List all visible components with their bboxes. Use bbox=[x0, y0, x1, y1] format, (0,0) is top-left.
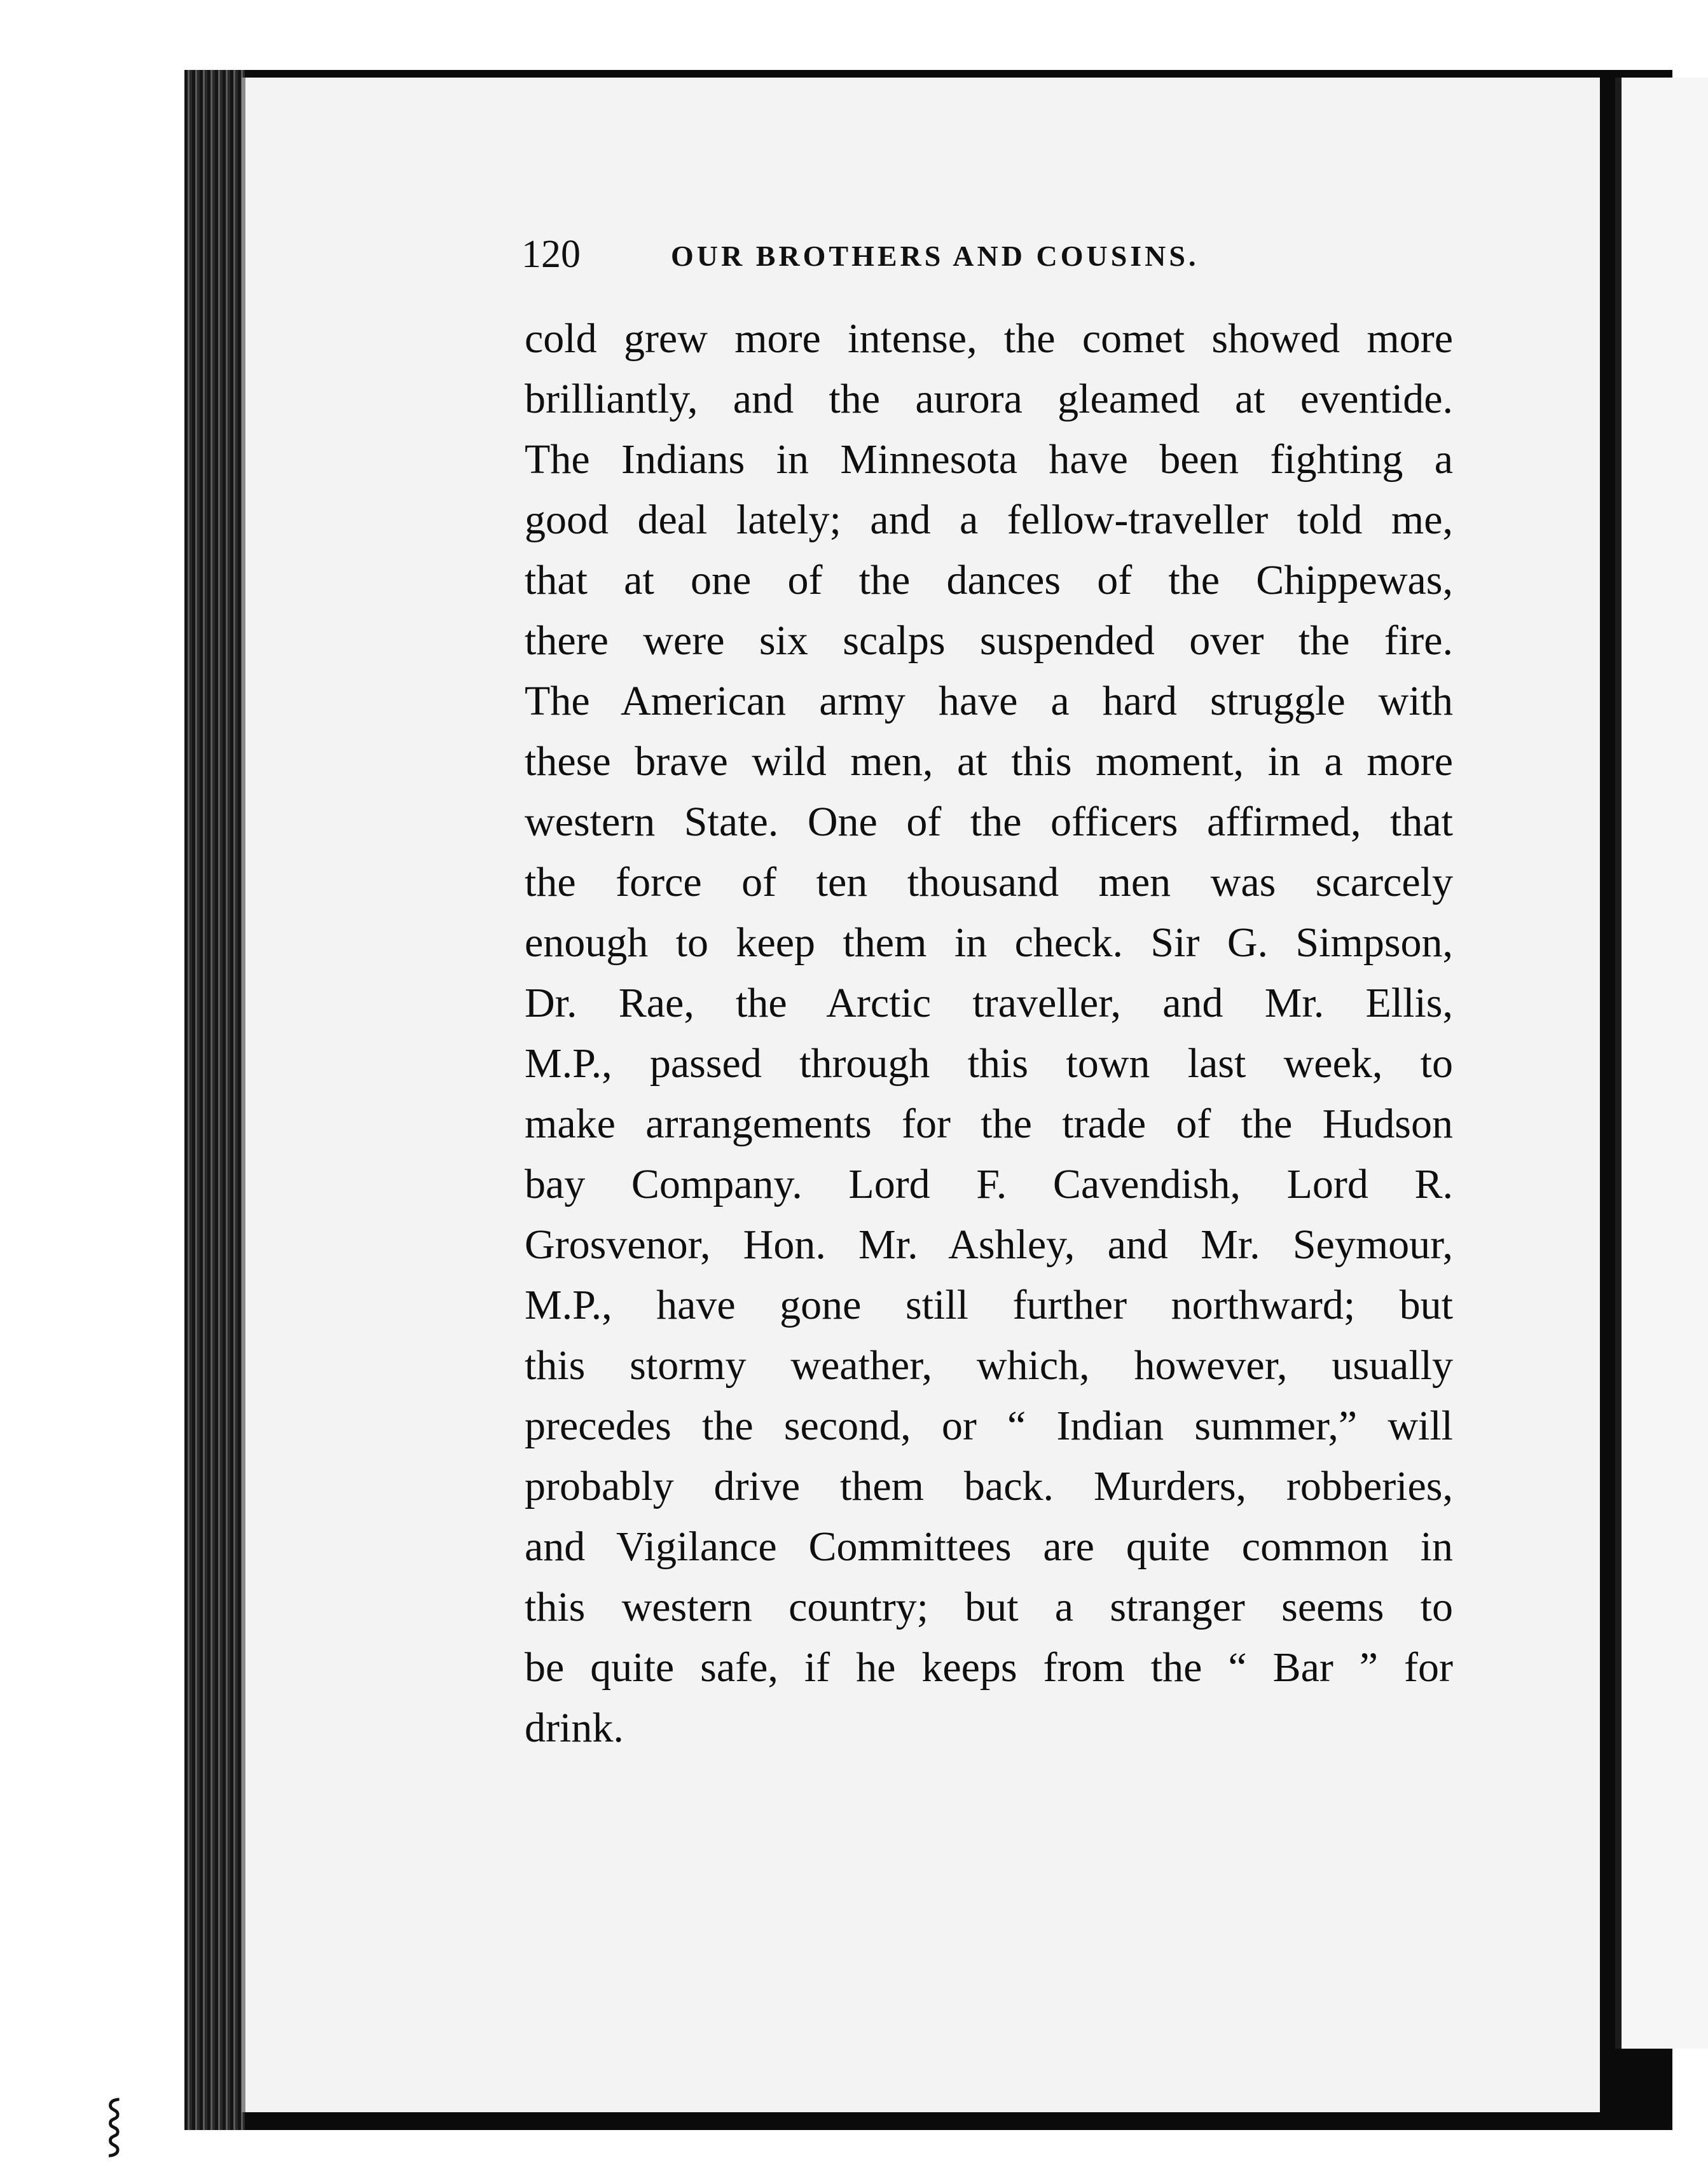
text-line: bay Company. Lord F. Cavendish, Lord R. bbox=[525, 1161, 1453, 1207]
text-line: these brave wild men, at this moment, in a more bbox=[525, 738, 1453, 785]
text-line: M.P., passed through this town last week, to bbox=[525, 1040, 1453, 1087]
book-page-edges bbox=[184, 70, 245, 2130]
text-line: The American army have a hard struggle with bbox=[525, 678, 1453, 724]
text-line: western State. One of the officers affirmed, that bbox=[525, 799, 1453, 845]
text-line: the force of ten thousand men was scarcely bbox=[525, 859, 1453, 905]
text-line: Dr. Rae, the Arctic traveller, and Mr. Ellis, bbox=[525, 980, 1453, 1026]
page-number: 120 bbox=[521, 233, 581, 276]
facing-page-edge bbox=[1615, 78, 1708, 2049]
text-line: be quite safe, if he keeps from the “ Bar ” for bbox=[525, 1644, 1453, 1691]
text-line: make arrangements for the trade of the Hudson bbox=[525, 1101, 1453, 1147]
text-line: there were six scalps suspended over the fire. bbox=[525, 617, 1453, 664]
text-line: M.P., have gone still further northward; but bbox=[525, 1282, 1453, 1328]
text-line: Grosvenor, Hon. Mr. Ashley, and Mr. Seymour, bbox=[525, 1221, 1453, 1268]
text-line: this western country; but a stranger seems to bbox=[525, 1584, 1453, 1630]
text-line: enough to keep them in check. Sir G. Simpson, bbox=[525, 919, 1453, 966]
margin-ink-mark: ⸾ bbox=[105, 2094, 123, 2153]
text-line: drink. bbox=[525, 1705, 624, 1751]
body-text bbox=[525, 308, 1453, 1758]
text-line: and Vigilance Committees are quite common in bbox=[525, 1523, 1453, 1570]
text-line: probably drive them back. Murders, robberies, bbox=[525, 1463, 1453, 1509]
running-title: OUR BROTHERS AND COUSINS. bbox=[671, 240, 1199, 272]
text-line: precedes the second, or “ Indian summer,” will bbox=[525, 1403, 1453, 1449]
text-line: this stormy weather, which, however, usually bbox=[525, 1342, 1453, 1389]
text-line: that at one of the dances of the Chippewas, bbox=[525, 557, 1453, 603]
text-line: brilliantly, and the aurora gleamed at eventide. bbox=[525, 376, 1453, 422]
text-line: The Indians in Minnesota have been fighting a bbox=[525, 436, 1453, 483]
running-head bbox=[521, 229, 1450, 280]
text-line: good deal lately; and a fellow-traveller told me, bbox=[525, 497, 1453, 543]
text-line: cold grew more intense, the comet showed more bbox=[525, 315, 1453, 362]
